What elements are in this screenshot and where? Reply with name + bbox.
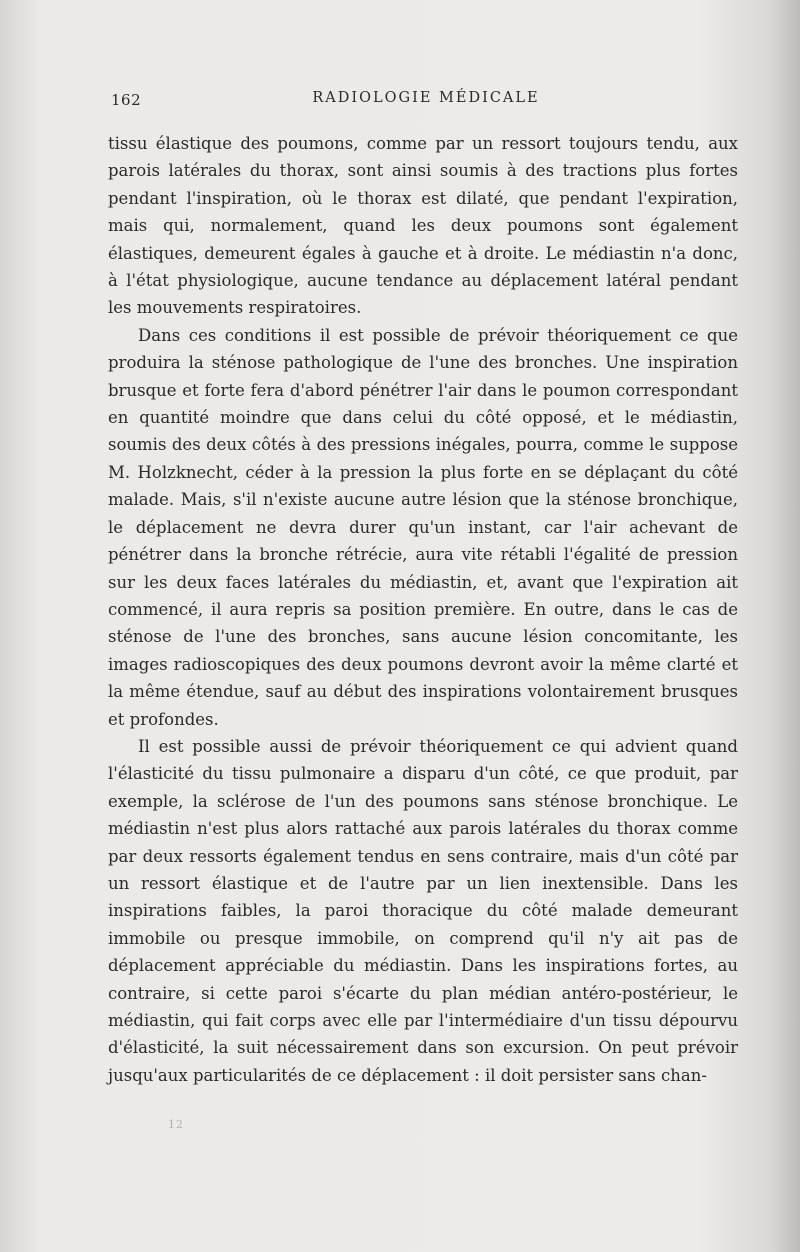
signature-mark: 12 bbox=[168, 1118, 184, 1131]
page-number: 162 bbox=[111, 91, 142, 109]
paragraph-lung-sclerosis: Il est possible aussi de prévoir théoriquement ce qui advient quand l'élasticité du tissu pulmonaire a disparu d'un côté, ce que produit, par exemple, la sclérose de l'un des poumons sans sténose bronchique. Le médiastin n'est plus alors rattaché aux parois latérales du thorax comme par deux ressorts également tendus en sens contraire, mais d'un côté par un ressort élastique et de l'autre par un lien inextensible. Dans les inspirations faibles, la paroi thoracique du côté malade demeurant immobile ou presque immobile, on comprend qu'il n'y ait pas de déplacement appréciable du médiastin. Dans les inspirations fortes, au contraire, si cette paroi s'écarte du plan médian antéro-postérieur, le médiastin, qui fait corps avec elle par l'intermédiaire d'un tissu dépourvu d'élasticité, la suit nécessairement dans son excursion. On peut prévoir jusqu'aux particularités de ce déplacement : il doit persister sans chan- bbox=[108, 736, 738, 1085]
paragraph-bronchial-stenosis: Dans ces conditions il est possible de prévoir théoriquement ce que produira la sténose pathologique de l'une des bronches. Une inspiration brusque et forte fera d'abord pénétrer l'air dans le poumon correspondant en quantité moindre que dans celui du côté opposé, et le médiastin, soumis des deux côtés à des pressions inégales, pourra, comme le suppose M. Holzknecht, céder à la pression la plus forte en se déplaçant du côté malade. Mais, s'il n'existe aucune autre lésion que la sténose bronchique, le déplacement ne devra durer qu'un instant, car l'air achevant de pénétrer dans la bronche rétrécie, aura vite rétabli l'égalité de pression sur les deux faces latérales du médiastin, et, avant que l'expiration ait commencé, il aura repris sa position première. En outre, dans le cas de sténose de l'une des bronches, sans aucune lésion concomitante, les images radioscopiques des deux poumons devront avoir la même clarté et la même étendue, sauf au début des inspirations volontairement brusques et profondes. bbox=[108, 325, 738, 729]
running-title: RADIOLOGIE MÉDICALE bbox=[312, 90, 540, 106]
paragraph-continuation: tissu élastique des poumons, comme par un ressort toujours tendu, aux parois latérales du thorax, sont ainsi soumis à des tractions plus fortes pendant l'inspiration, où le thorax est dilaté, que pendant l'expiration, mais qui, normalement, quand les deux poumons sont également élastiques, demeurent égales à gauche et à droite. Le médiastin n'a donc, à l'état physiologique, aucune tendance au déplacement latéral pendant les mouvements respiratoires. bbox=[108, 134, 738, 318]
body-text bbox=[108, 130, 738, 1089]
